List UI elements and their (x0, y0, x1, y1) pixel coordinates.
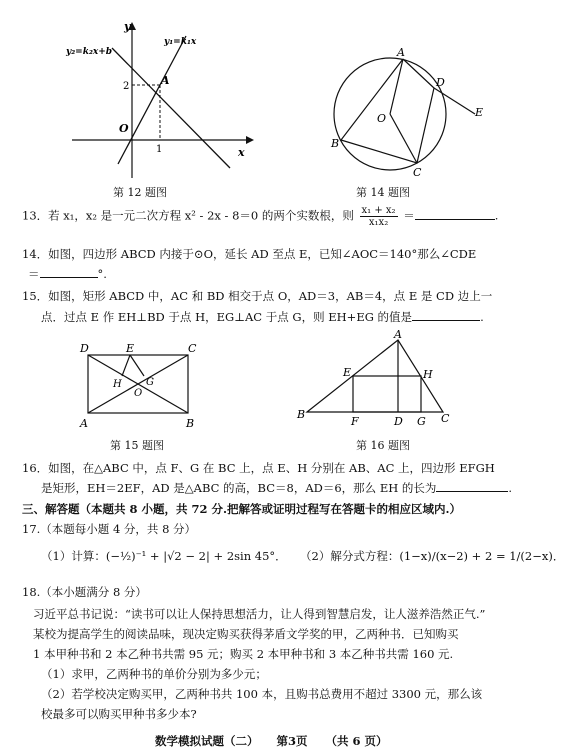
fig15-label-o: O (134, 388, 143, 399)
fig12-y-tick: 2 (123, 81, 130, 92)
figure-15 (78, 340, 203, 435)
fig12-line2-label: y₂=k₂x+b (66, 47, 113, 57)
q17-part2-expr: (1−x)/(x−2) + 2 = 1/(2−x)． (399, 549, 564, 563)
q18-line-2: 某校为提高学生的阅读品味，现决定购买获得茅盾文学奖的甲，乙两种书．已知购买 (33, 627, 459, 641)
fig15-caption: 第 15 题图 (110, 439, 164, 452)
q17-header: 17.（本题每小题 4 分，共 8 分） (22, 522, 197, 536)
figure-12 (58, 18, 258, 178)
fig15-label-a: A (80, 417, 88, 430)
q18-line-1: 习近平总书记说：“读书可以让人保持思想活力，让人得到智慧启发，让人滋养浩然正气.” (33, 607, 486, 621)
q16-answer-blank[interactable] (436, 491, 508, 492)
section-3-heading: 三、解答题（本题共 8 小题，共 72 分.把解答或证明过程写在答题卡的相应区域内.） (22, 502, 462, 516)
q17-part1-expr: (−½)⁻¹ + |√2 − 2| + 2sin 45°． (105, 549, 287, 563)
fig12-line1-label: y₁=k₁x (164, 37, 197, 47)
fig14-label-e: E (475, 106, 484, 119)
fig12-caption: 第 12 题图 (113, 186, 167, 199)
fig16-label-b: B (297, 408, 306, 421)
q16-line2: 是矩形，EH＝2EF，AD 是△ABC 的高，BC＝8，AD＝6，那么 EH 的长为 . (41, 481, 513, 495)
q18-header: 18.（本小题满分 8 分） (22, 585, 147, 599)
footer-total: （共 6 页） (325, 734, 388, 748)
footer-title: 数学模拟试题（二） (155, 734, 259, 748)
fig16-label-e: E (343, 366, 352, 379)
figure-16 (295, 328, 455, 428)
q16-line1: 16．如图，在△ABC 中，点 F、G 在 BC 上，点 E、H 分别在 AB、AC 上，四边形 EFGH (22, 461, 495, 475)
fig15-label-g: G (146, 377, 154, 388)
q17-part2: （2）解分式方程：(1−x)/(x−2) + 2 = 1/(2−x)． (300, 549, 564, 563)
q13-fraction: $\frac{\text{x₁ + x₂}}{\text{x₁x₂}}$ (361, 205, 396, 228)
fig15-label-e: E (126, 342, 135, 355)
q18-line-4: （1）求甲，乙两种书的单价分别为多少元； (41, 667, 267, 681)
q15-line1: 15．如图，矩形 ABCD 中，AC 和 BD 相交于点 O，AD＝3，AB＝4，点 E 是 CD 边上一 (22, 289, 493, 303)
fig16-label-g: G (417, 415, 426, 428)
q15-line2: 点．过点 E 作 EH⊥BD 于点 H，EG⊥AC 于点 G，则 EH+EG 的值是 . (41, 310, 484, 324)
fig16-caption: 第 16 题图 (356, 439, 410, 452)
fig14-label-c: C (413, 166, 422, 179)
q14-line2: ＝ °. (28, 267, 107, 281)
q14-answer-blank[interactable] (40, 277, 98, 278)
q18-line-3: 1 本甲种书和 2 本乙种书共需 95 元；购买 2 本甲种书和 3 本乙种书共需 160 元. (33, 647, 454, 661)
fig12-x-tick: 1 (156, 144, 163, 155)
fig16-label-c: C (441, 412, 450, 425)
q13-answer-blank[interactable] (415, 219, 495, 220)
fig14-label-b: B (331, 137, 340, 150)
fig12-y-axis: y (124, 20, 131, 33)
fig12-origin: O (119, 122, 129, 135)
fig15-label-h: H (113, 379, 122, 390)
fig16-label-f: F (351, 415, 359, 428)
q18-line-6: 校最多可以购买甲种书多少本? (41, 707, 197, 721)
fig14-label-o: O (377, 112, 387, 125)
fig15-label-b: B (186, 417, 195, 430)
q18-line-5: （2）若学校决定购买甲，乙两种书共 100 本，且购书总费用不超过 3300 元，那么该 (41, 687, 483, 701)
question-13: 13．若 x₁，x₂ 是一元二次方程 x² - 2x - 8＝0 的两个实数根，则 $\frac{\text{x₁ + x₂}}{\text{x₁x₂}}$ ＝ . (22, 205, 499, 228)
fig12-point-a: A (161, 74, 170, 87)
q13-suffix: ＝ (403, 208, 415, 223)
fig16-label-h: H (423, 368, 433, 381)
fig14-label-a: A (397, 46, 405, 59)
footer-page: 第3页 (276, 734, 308, 748)
footer (155, 733, 388, 749)
fig14-label-d: D (436, 76, 445, 89)
q15-answer-blank[interactable] (412, 320, 480, 321)
fig16-label-a: A (394, 328, 402, 341)
fig12-x-axis: x (238, 146, 245, 159)
fig15-label-d: D (80, 342, 89, 355)
fig15-label-c: C (188, 342, 197, 355)
fig14-caption: 第 14 题图 (356, 186, 410, 199)
q17-part1: （1）计算：(−½)⁻¹ + |√2 − 2| + 2sin 45°． (41, 549, 287, 563)
q14-line1: 14．如图，四边形 ABCD 内接于⊙O，延长 AD 至点 E，已知∠AOC＝140°那么∠CDE (22, 247, 477, 261)
fig16-label-d: D (394, 415, 403, 428)
figure-14 (325, 42, 495, 182)
q13-prefix: 13．若 x₁，x₂ 是一元二次方程 x² - 2x - 8＝0 的两个实数根，则 (22, 208, 354, 223)
